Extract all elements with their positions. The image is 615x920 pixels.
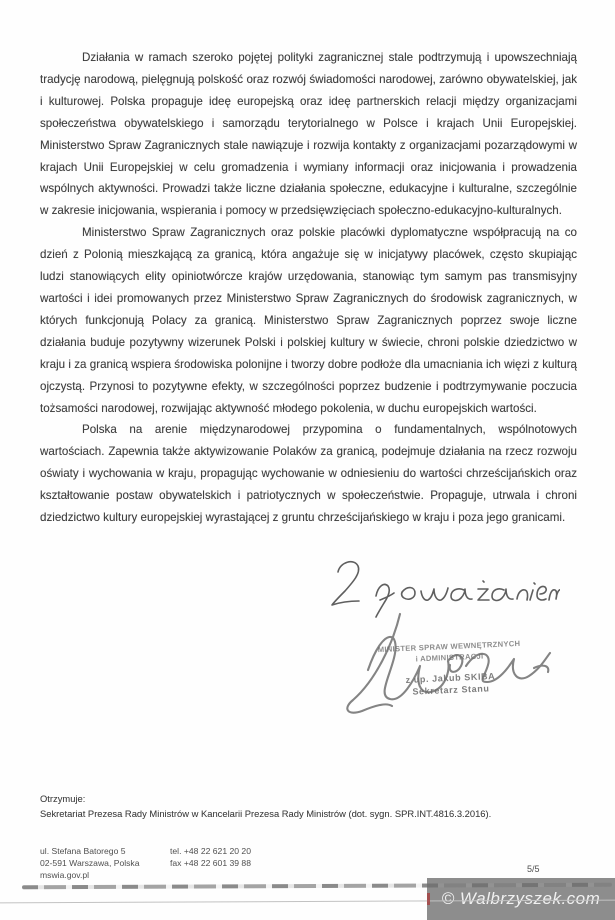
stamp-signer-name: z up. Jakub SKIBA bbox=[405, 671, 496, 685]
stamp-ministry-line1: MINISTER SPRAW WEWNĘTRZNYCH bbox=[377, 638, 521, 655]
watermark-text: © Walbrzyszek.com bbox=[441, 889, 601, 908]
footer-phone: tel. +48 22 621 20 20 bbox=[170, 846, 251, 856]
watermark-red-accent bbox=[427, 893, 430, 905]
distribution-block bbox=[40, 792, 580, 821]
page-number: 5/5 bbox=[527, 864, 540, 874]
stamp-ministry-line2: i ADMINISTRACJI bbox=[415, 651, 484, 664]
paragraph-international-values: Polska na arenie międzynarodowej przypomina o fundamentalnych, wspólnotowych wartościach. Zapewnia także aktywizowanie Polaków za granicą, podejmuje działania na rzecz rozwoju oświaty i wychowania w kraju, propagując wychowanie w odniesieniu do wartości chrześcijańskich oraz kształtowanie postaw obywatelskich i patriotycznych w społeczeństwie. Propaguje, utrwala i chroni dziedzictwo kultury europejskiej wyrastającej z gruntu chrześcijańskiego w kraju i poza jego granicami. bbox=[40, 423, 577, 525]
footer-address bbox=[40, 845, 140, 881]
letter-body bbox=[40, 47, 577, 529]
footer-city: 02-591 Warszawa, Polska bbox=[40, 858, 140, 868]
footer-street: ul. Stefana Batorego 5 bbox=[40, 846, 126, 856]
stamp-signer-title: Sekretarz Stanu bbox=[412, 683, 490, 697]
footer-fax: fax +48 22 601 39 88 bbox=[170, 858, 251, 868]
footer-website: mswia.gov.pl bbox=[40, 870, 90, 880]
distribution-recipient: Sekretariat Prezesa Rady Ministrów w Kancelarii Prezesa Rady Ministrów (dot. sygn. SPR.INT.4816.3.2016). bbox=[40, 807, 492, 819]
paragraph-diaspora-cooperation: Ministerstwo Spraw Zagranicznych oraz polskie placówki dyplomatyczne współpracują na co dzień z Polonią mieszkającą za granicą, która angażuje się w inicjatywy placówek, często skupiając ludzi stanowiących elity opiniotwórcze krajów urzędowania, stanowiąc tym samym pas transmisyjny wartości i idei promowanych przez Ministerstwo Spraw Zagranicznych do środowisk zagranicznych, w których funkcjonują Polacy za granicą. Ministerstwo Spraw Zagranicznych poprzez swoje liczne działania buduje pozytywny wizerunek Polski i polskiej kultury w świecie, chroni polskie dziedzictwo w kraju i za granicą wspiera środowiska polonijne i tworzy dobre podłoże dla umacniania ich więzi z kulturą ojczystą. Przynosi to pozytywne efekty, w szczególności poprzez budzenie i podtrzymywanie poczucia tożsamości narodowej, rozwijając aktywność młodego pokolenia, w duchu europejskich wartości. bbox=[40, 226, 577, 415]
distribution-label: Otrzymuje: bbox=[40, 793, 86, 804]
handwritten-signature bbox=[298, 608, 568, 723]
footer-contact bbox=[170, 845, 251, 869]
paragraph-foreign-policy: Działania w ramach szeroko pojętej polityki zagranicznej stale podtrzymują i upowszechniają tradycję narodową, pielęgnują polskość oraz rozwój świadomości narodowej, zarówno obywatelskiej, jak i kulturowej. Polska propaguje ideę europejską oraz ideę partnerskich relacji między organizacjami społeczeństwa obywatelskiego i samorządu terytorialnego w Polsce i krajach Unii Europejskiej. Ministerstwo Spraw Zagranicznych stale nawiązuje i rozwija kontakty z organizacjami pozarządowymi w krajach Unii Europejskiej w celu gromadzenia i wymiany informacji oraz inicjowania i prowadzenia wspólnych aktywności. Prowadzi także liczne działania społeczne, edukacyjne i kulturalne, szczególnie w zakresie inicjowania, wspierania i pomocy w przedsięwzięciach społeczno-edukacyjno-kulturalnych. bbox=[40, 51, 577, 218]
